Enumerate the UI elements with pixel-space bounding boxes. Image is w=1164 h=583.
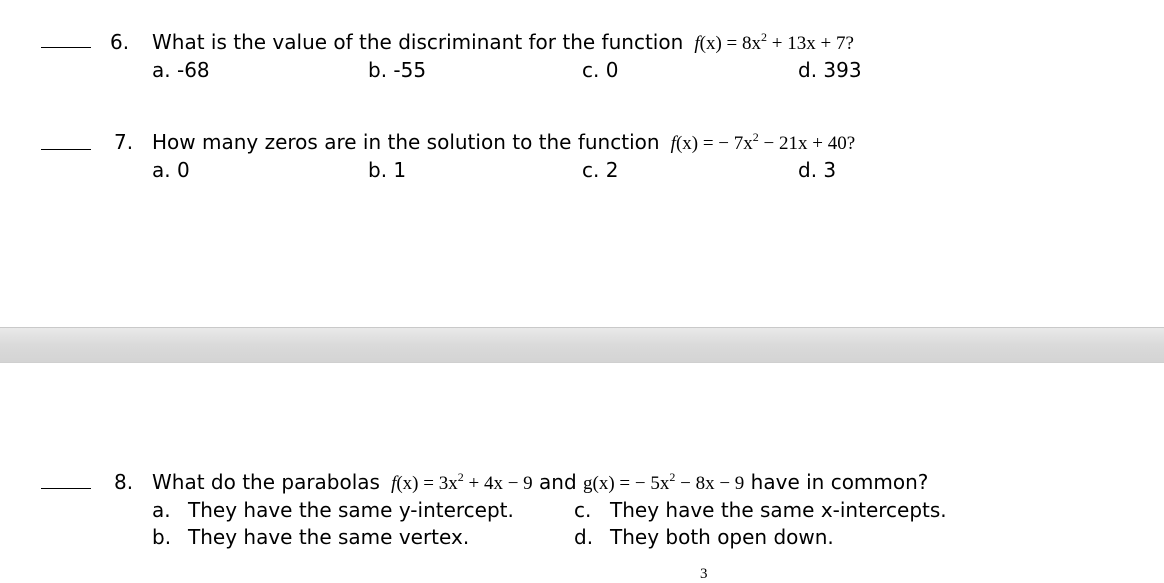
option-c: c. They have the same x-intercepts. xyxy=(574,498,947,522)
question-number: 8. xyxy=(114,470,134,494)
option-c: c. 0 xyxy=(582,58,619,82)
option-b: b. They have the same vertex. xyxy=(152,525,470,549)
option-d: d. 393 xyxy=(798,58,862,82)
option-c: c. 2 xyxy=(582,158,619,182)
option-b: b. 1 xyxy=(368,158,407,182)
option-a: a. 0 xyxy=(152,158,190,182)
conjunction: and xyxy=(539,470,577,494)
page-number: 3 xyxy=(700,566,708,582)
option-d: d. They both open down. xyxy=(574,525,834,549)
question-text: How many zeros are in the solution to the function xyxy=(152,130,660,154)
question-stem xyxy=(152,470,928,495)
function-expression: f(x) = − $7x^2 - 21x + 40$? xyxy=(670,130,856,154)
answer-blank-q8[interactable] xyxy=(41,488,91,489)
option-a: a. -68 xyxy=(152,58,210,82)
answer-blank-q7[interactable] xyxy=(41,149,91,150)
question-text: What is the value of the discriminant for the function xyxy=(152,30,684,54)
question-text-end: have in common? xyxy=(750,470,929,494)
answer-blank-q6[interactable] xyxy=(41,47,91,48)
question-stem xyxy=(152,30,854,55)
option-d: d. 3 xyxy=(798,158,837,182)
question-number: 6. xyxy=(110,30,130,54)
option-b: b. -55 xyxy=(368,58,427,82)
option-a: a. They have the same y-intercept. xyxy=(152,498,514,522)
question-text: What do the parabolas xyxy=(152,470,380,494)
function-g-expression: g(x) = − $5x^2 - 8x - 9$ xyxy=(583,470,745,494)
function-expression: $f(x) = 8x^2 + 13x + 7$? xyxy=(694,30,854,54)
function-f-expression: $f(x) = 3x^2 + 4x - 9$ xyxy=(391,470,533,494)
question-number: 7. xyxy=(114,130,134,154)
page-break-divider xyxy=(0,327,1164,363)
question-stem xyxy=(152,130,855,155)
